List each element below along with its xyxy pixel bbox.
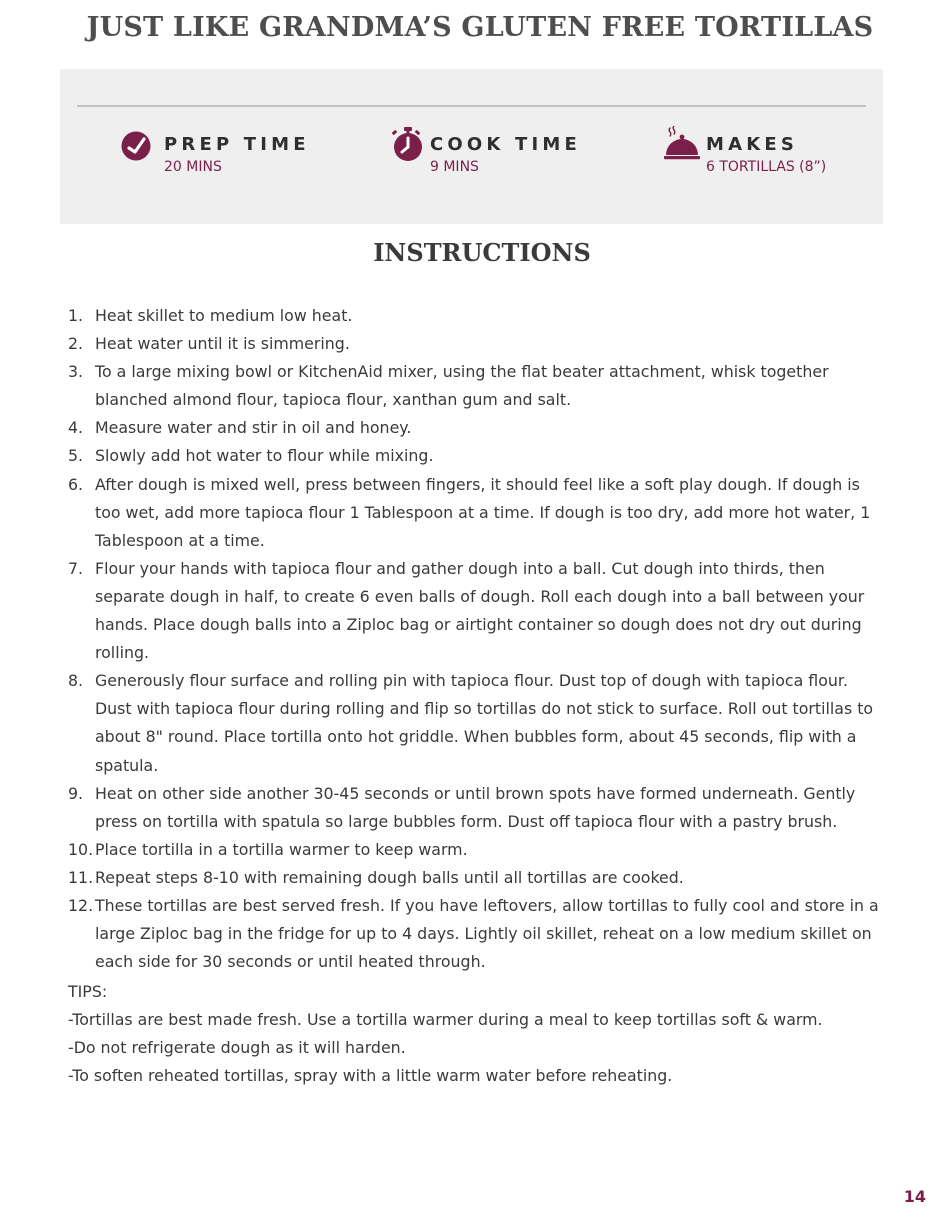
step-text: Flour your hands with tapioca flour and gather dough into a ball. Cut dough into thirds, then separate dough in half, to create 6 even balls of dough. Roll each dough into a ball between your hands. Place dough balls into a Ziploc bag or airtight container so dough does not dry out during rolling. [95, 558, 865, 663]
instructions-heading: INSTRUCTIONS [373, 238, 591, 267]
cook-time-value: 9 MINS [430, 159, 479, 175]
step-number: 1. [68, 306, 84, 325]
recipe-title: JUST LIKE GRANDMA’S GLUTEN FREE TORTILLAS [86, 12, 874, 43]
instruction-step [68, 864, 880, 892]
makes-label: MAKES [706, 134, 799, 155]
instruction-step [68, 302, 880, 330]
step-number: 2. [68, 334, 84, 354]
prep-time-value: 20 MINS [164, 159, 222, 175]
info-divider [77, 105, 866, 107]
cook-time-label: COOK TIME [430, 134, 582, 155]
instruction-step [68, 780, 880, 836]
instruction-step [68, 667, 880, 779]
step-text: Heat water until it is simmering. [95, 334, 350, 354]
step-text: These tortillas are best served fresh. If you have leftovers, allow tortillas to fully cool and store in a large Ziploc bag in the fridge for up to 4 days. Lightly oil skillet, reheat on a low medium skillet on each side for 30 seconds or until heated through. [95, 895, 879, 972]
clock-icon [120, 126, 156, 162]
tips-section [68, 978, 880, 1090]
page-number: 14 [903, 1187, 926, 1206]
instruction-step [68, 836, 880, 864]
recipe-info-box [60, 69, 883, 224]
step-number: 4. [68, 418, 84, 438]
step-text: Repeat steps 8-10 with remaining dough balls until all tortillas are cooked. [95, 867, 684, 887]
tips-heading: TIPS: [68, 982, 108, 1001]
step-text: After dough is mixed well, press between fingers, it should feel like a soft play dough. If dough is too wet, add more tapioca flour 1 Tablespoon at a time. If dough is too dry, add more hot water, 1 Tablespoon at a time. [95, 474, 871, 550]
step-text: Measure water and stir in oil and honey. [95, 418, 412, 438]
instruction-step [68, 471, 880, 555]
makes-value: 6 TORTILLAS (8”) [706, 159, 827, 175]
prep-time-label: PREP TIME [164, 134, 310, 155]
instruction-step [68, 414, 880, 442]
step-number: 10. [68, 839, 94, 859]
instructions-list [68, 302, 880, 976]
instruction-step [68, 330, 880, 358]
step-text: Heat on other side another 30-45 seconds or until brown spots have formed underneath. Gently press on tortilla with spatula so large bubbles form. Dust off tapioca flour with a pastry brush. [95, 783, 856, 831]
step-text: To a large mixing bowl or KitchenAid mixer, using the flat beater attachment, whisk together blanched almond flour, tapioca flour, xanthan gum and salt. [95, 362, 829, 410]
step-number: 3. [68, 362, 84, 382]
instruction-step [68, 358, 880, 414]
instruction-step [68, 892, 880, 976]
tip-item: -Do not refrigerate dough as it will harden. [68, 1038, 406, 1058]
step-number: 8. [68, 671, 84, 691]
stopwatch-icon [386, 126, 422, 162]
step-number: 11. [68, 867, 94, 887]
tip-item: -To soften reheated tortillas, spray with a little warm water before reheating. [68, 1066, 673, 1086]
tip-item: -Tortillas are best made fresh. Use a tortilla warmer during a meal to keep tortillas soft & warm. [68, 1010, 823, 1030]
instruction-step [68, 442, 880, 470]
step-number: 7. [68, 558, 84, 578]
instruction-step [68, 555, 880, 667]
step-text: Generously flour surface and rolling pin with tapioca flour. Dust top of dough with tapioca flour. Dust with tapioca flour during rolling and flip so tortillas do not stick to surface. Roll out tortillas to about 8" round. Place tortilla onto hot griddle. When bubbles form, about 45 seconds, flip with a spatula. [95, 671, 874, 775]
step-text: Slowly add hot water to flour while mixing. [95, 446, 434, 466]
step-number: 5. [68, 446, 84, 466]
step-text: Heat skillet to medium low heat. [95, 306, 353, 325]
step-number: 9. [68, 783, 84, 803]
step-text: Place tortilla in a tortilla warmer to keep warm. [95, 839, 468, 859]
step-number: 6. [68, 474, 84, 494]
step-number: 12. [68, 895, 94, 915]
serving-cloche-icon [664, 126, 700, 162]
